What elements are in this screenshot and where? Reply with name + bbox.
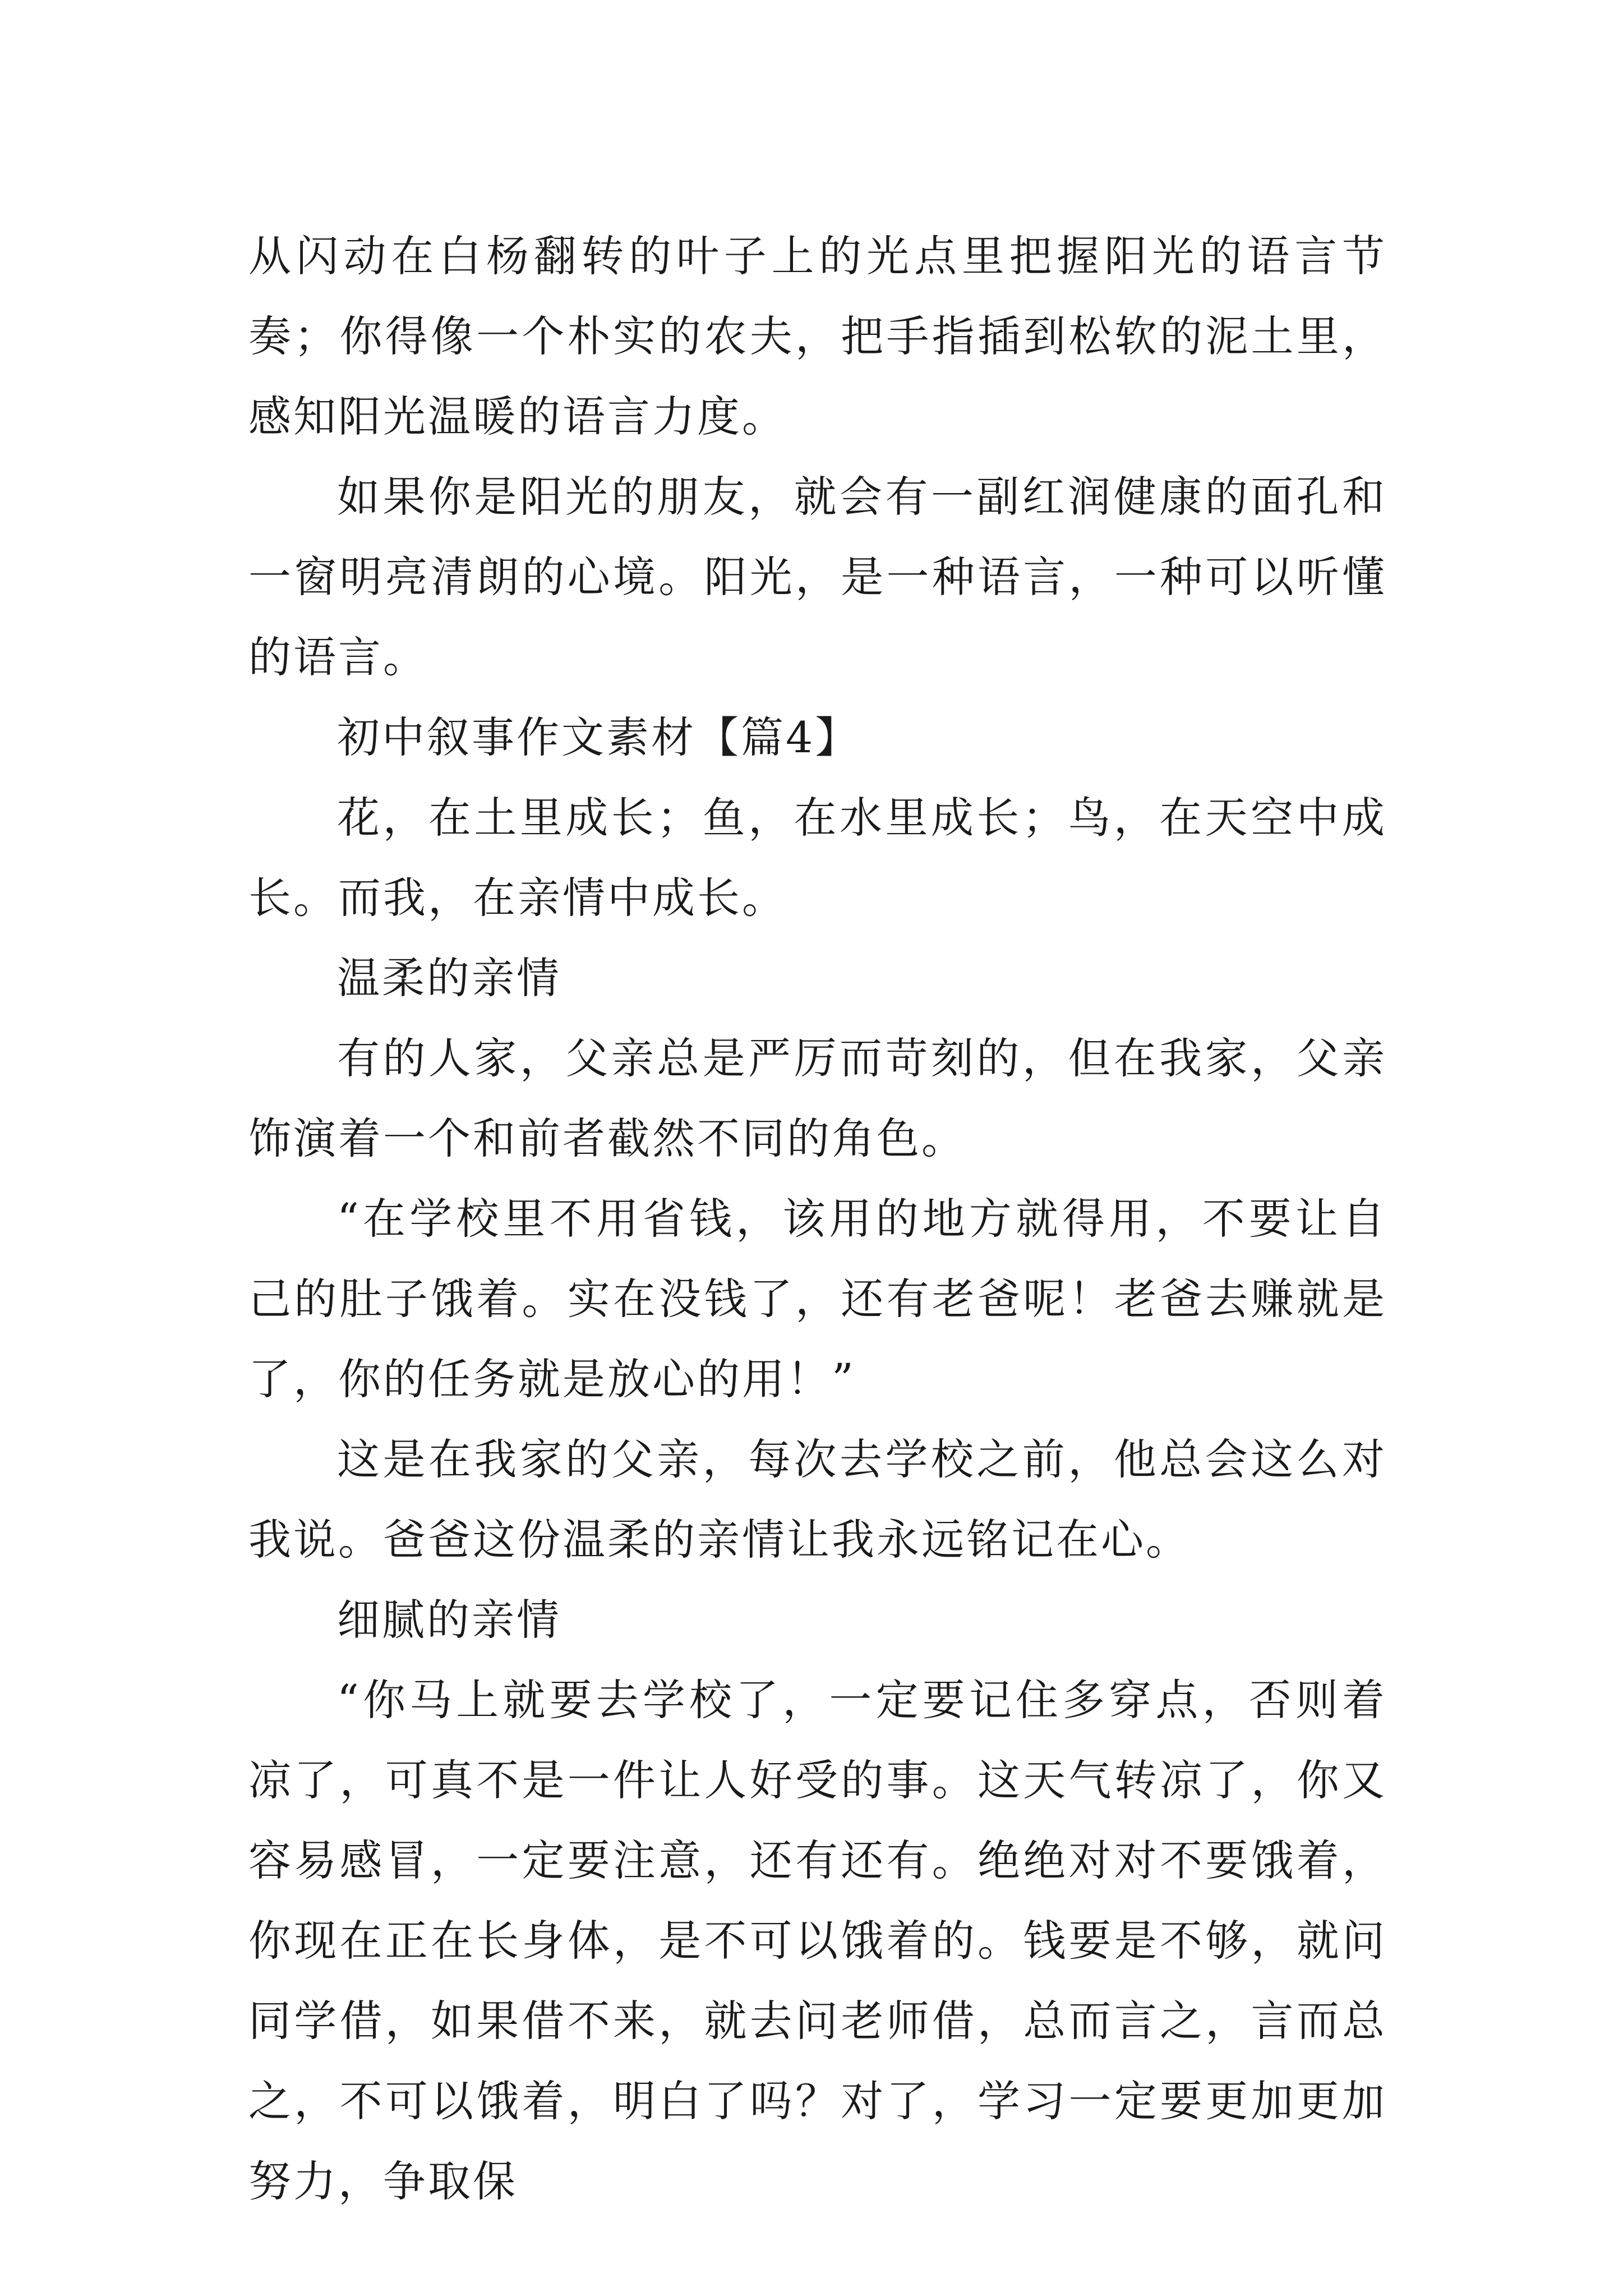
paragraph-father-quote: “在学校里不用省钱，该用的地方就得用，不要让自己的肚子饿着。实在没钱了，还有老爸呢！老爸去赚就是了，你的任务就是放心的用！” [248, 1194, 1387, 1404]
paragraph-father-words: 这是在我家的父亲，每次去学校之前，他总会这么对我说。爸爸这份温柔的亲情让我永远铭记在心。 [248, 1434, 1387, 1565]
subheading-delicate-family-love: 细腻的亲情 [337, 1595, 561, 1645]
paragraph-mother-quote: “你马上就要去学校了，一定要记住多穿点，否则着凉了，可真不是一件让人好受的事。这天气转凉了，你又容易感冒，一定要注意，还有还有。绝绝对对不要饿着，你现在正在长身体，是不可以饿着的。钱要是不够，就问同学借，如果借不来，就去问老师借，总而言之，言而总之，不可以饿着，明白了吗？对了，学习一定要更加更加努力，争取保 [248, 1675, 1387, 2206]
paragraph-growing-up: 花，在土里成长；鱼，在水里成长；鸟，在天空中成长。而我，在亲情中成长。 [248, 793, 1387, 923]
paragraph-sunlight-rhythm: 从闪动在白杨翻转的叶子上的光点里把握阳光的语言节奏；你得像一个朴实的农夫，把手指插到松软的泥土里，感知阳光温暖的语言力度。 [248, 231, 1387, 441]
subheading-gentle-family-love: 温柔的亲情 [337, 953, 561, 1003]
document-body [248, 216, 1387, 2221]
section-heading-essay-4: 初中叙事作文素材【篇4】 [337, 712, 860, 762]
paragraph-father-role: 有的人家，父亲总是严厉而苛刻的，但在我家，父亲饰演着一个和前者截然不同的角色。 [248, 1033, 1387, 1163]
paragraph-sunlight-friend: 如果你是阳光的朋友，就会有一副红润健康的面孔和一窗明亮清朗的心境。阳光，是一种语言，一种可以听懂的语言。 [248, 472, 1387, 682]
